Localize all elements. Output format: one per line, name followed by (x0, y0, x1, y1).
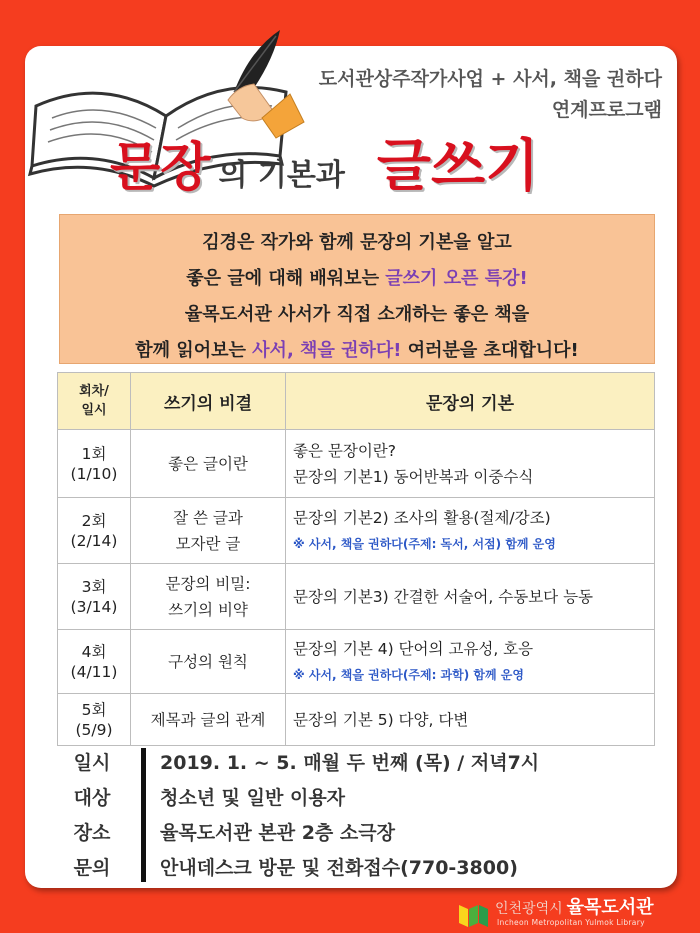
intro-text: 함께 읽어보는 (135, 340, 253, 361)
header-secret: 쓰기의 비결 (131, 373, 286, 430)
session-cell (58, 498, 131, 564)
session-date: (1/10) (70, 464, 118, 483)
basics-text: 문장의 기본2) 조사의 활용(절제/강조) (293, 508, 551, 527)
info-label-date: 일시 (73, 752, 111, 774)
session-number: 2회 (81, 511, 107, 530)
intro-line (60, 261, 654, 297)
session-number: 4회 (81, 642, 107, 661)
header-basics: 문장의 기본 (286, 373, 655, 430)
session-cell (58, 430, 131, 498)
session-date: (4/11) (70, 662, 118, 681)
table-row (58, 498, 655, 564)
joint-program-note: ※ 사서, 책을 권하다(주제: 과학) 함께 운영 (293, 667, 524, 682)
basics-cell (286, 564, 655, 630)
header-session (58, 373, 131, 430)
info-value-place: 율목도서관 본관 2층 소극장 (160, 822, 395, 844)
logo-english-name: Incheon Metropolitan Yulmok Library (497, 918, 645, 927)
info-label-target: 대상 (73, 787, 111, 809)
intro-line: 김경은 작가와 함께 문장의 기본을 알고 (202, 232, 512, 253)
secret-text: 쓰기의 비약 (168, 600, 248, 619)
table-row (58, 564, 655, 630)
title-part-2: 의 기본과 (218, 158, 345, 193)
session-number: 5회 (81, 700, 107, 719)
basics-cell (286, 694, 655, 746)
header-session-line: 일시 (81, 403, 107, 418)
secret-text: 잘 쓴 글과 (173, 508, 243, 527)
title-part-3: 글쓰기 (376, 134, 540, 199)
session-date: (2/14) (70, 531, 118, 550)
session-cell (58, 630, 131, 694)
info-values (160, 746, 539, 886)
secret-cell (131, 498, 286, 564)
logo-city: 인천광역시 (495, 901, 563, 917)
secret-text: 좋은 글이란 (168, 454, 248, 473)
secret-cell (131, 564, 286, 630)
basics-text: 문장의 기본1) 동어반복과 이중수식 (293, 467, 534, 486)
intro-text: 좋은 글에 대해 배워보는 (186, 268, 386, 289)
intro-highlight: 사서, 책을 권하다! (252, 340, 402, 361)
header-session-line: 회차/ (79, 384, 109, 399)
table-header-row (58, 373, 655, 430)
basics-cell (286, 430, 655, 498)
secret-cell (131, 694, 286, 746)
intro-line (60, 333, 654, 369)
basics-text: 문장의 기본 4) 단어의 고유성, 호응 (293, 639, 534, 658)
secret-cell (131, 430, 286, 498)
program-subtitle: 도서관상주작가사업 + 사서, 책을 권하다 (318, 68, 662, 90)
session-cell (58, 694, 131, 746)
basics-text: 좋은 문장이란? (293, 441, 396, 460)
info-value-date: 2019. 1. ~ 5. 매월 두 번째 (목) / 저녁7시 (160, 752, 540, 774)
info-divider (141, 748, 146, 882)
session-date: (5/9) (75, 720, 113, 739)
info-value-target: 청소년 및 일반 이용자 (160, 787, 346, 809)
secret-text: 구성의 원칙 (168, 652, 248, 671)
table-row (58, 694, 655, 746)
program-subtitle-2: 연계프로그램 (551, 99, 662, 121)
basics-text: 문장의 기본3) 간결한 서술어, 수동보다 능동 (293, 587, 594, 606)
table-row (58, 430, 655, 498)
page-title (110, 122, 539, 202)
session-date: (3/14) (70, 597, 118, 616)
session-cell (58, 564, 131, 630)
secret-cell (131, 630, 286, 694)
session-number: 3회 (81, 577, 107, 596)
secret-text: 제목과 글의 관계 (150, 710, 266, 729)
schedule-table (57, 372, 655, 746)
intro-box (59, 214, 655, 364)
session-number: 1회 (81, 444, 107, 463)
library-logo-icon (459, 901, 493, 927)
info-labels (70, 746, 114, 886)
logo-title (495, 893, 654, 919)
info-label-place: 장소 (73, 822, 111, 844)
logo-library-name: 율목도서관 (566, 897, 654, 918)
basics-cell (286, 630, 655, 694)
intro-highlight: 글쓰기 오픈 특강! (385, 268, 528, 289)
info-value-contact: 안내데스크 방문 및 전화접수(770-3800) (160, 857, 518, 879)
intro-line: 율목도서관 사서가 직접 소개하는 좋은 책을 (184, 304, 530, 325)
table-row (58, 630, 655, 694)
secret-text: 모자란 글 (175, 534, 241, 553)
secret-text: 문장의 비밀: (165, 574, 251, 593)
basics-cell (286, 498, 655, 564)
basics-text: 문장의 기본 5) 다양, 다변 (293, 710, 469, 729)
intro-text: 여러분을 초대합니다! (401, 340, 579, 361)
title-part-1: 문장 (110, 138, 211, 198)
joint-program-note: ※ 사서, 책을 권하다(주제: 독서, 서점) 함께 운영 (293, 536, 556, 551)
info-label-contact: 문의 (73, 857, 111, 879)
